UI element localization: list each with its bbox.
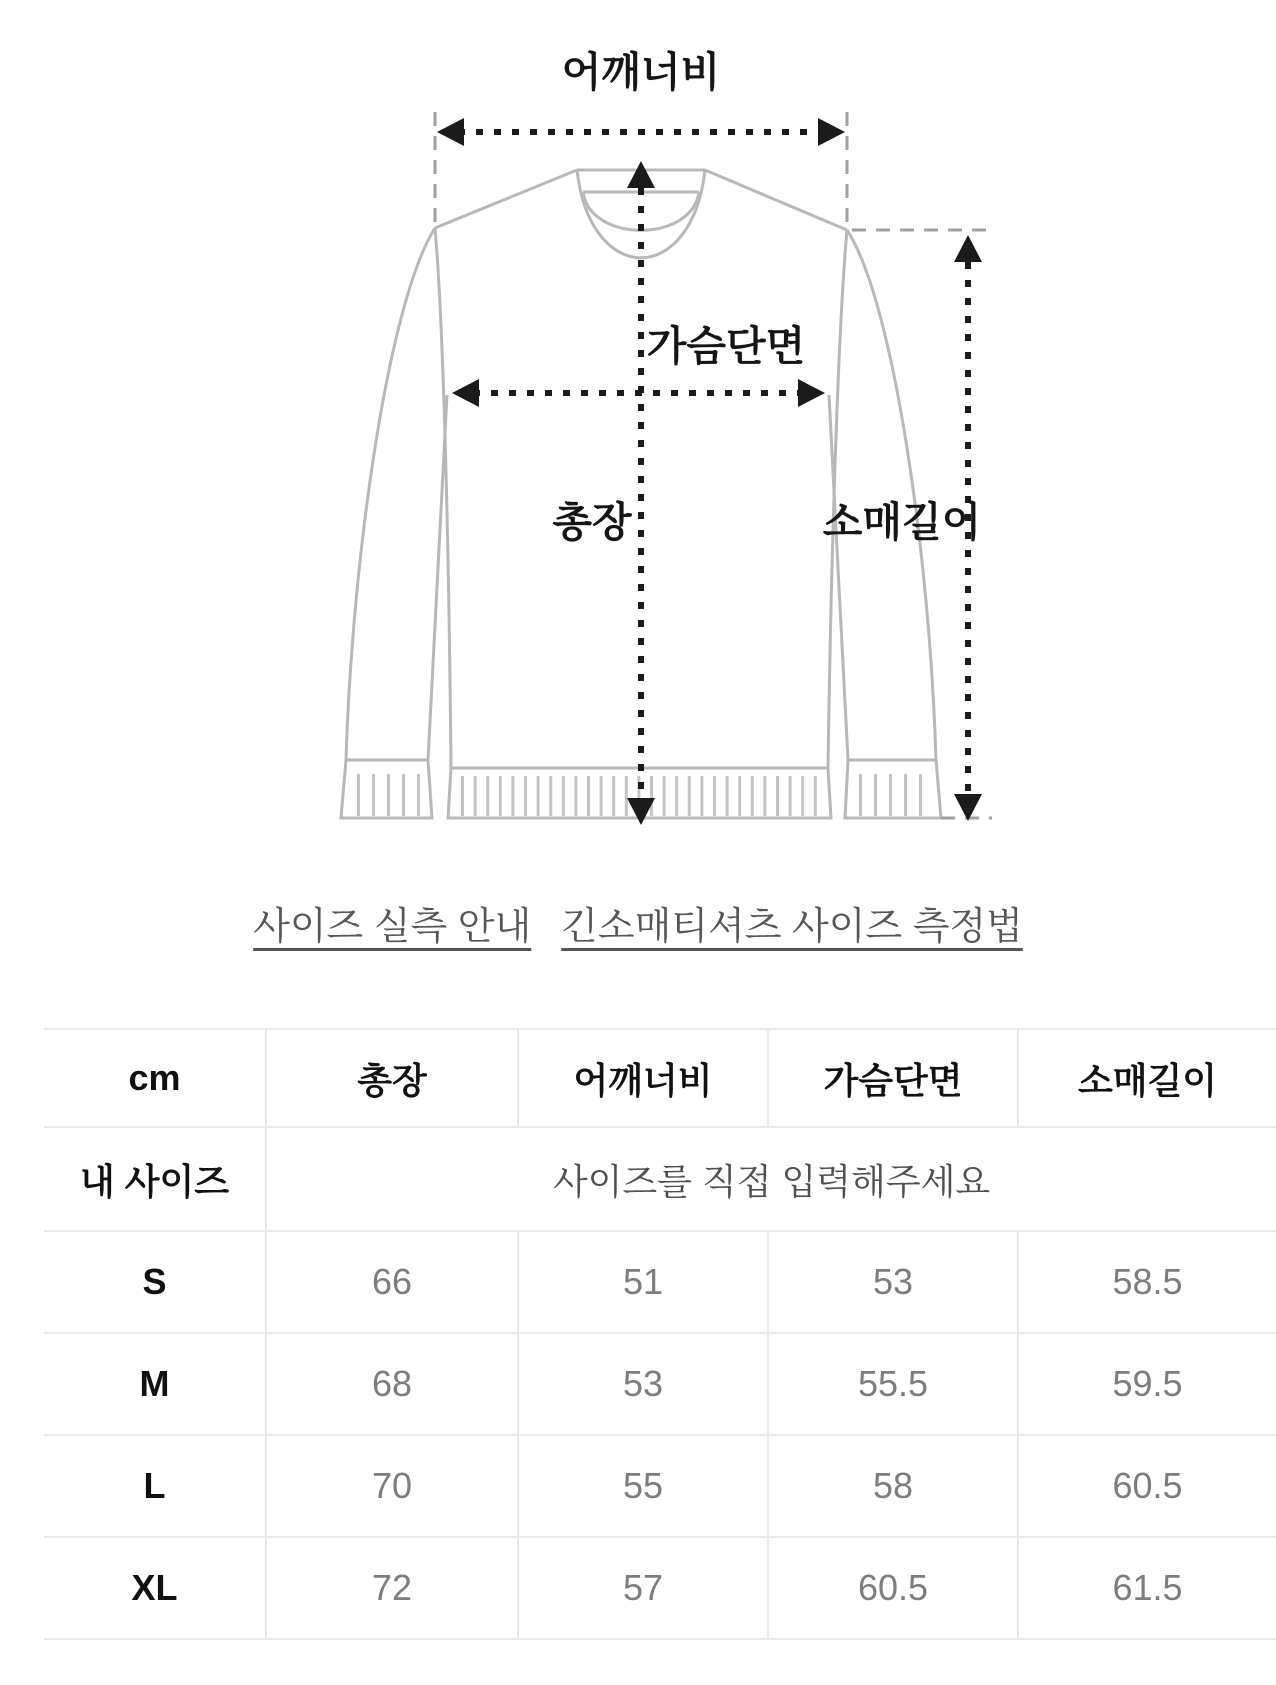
sleeve-tshirt-measure-method-link[interactable]: 긴소매티셔츠 사이즈 측정법 xyxy=(561,905,1023,948)
column-header-total-length: 총장 xyxy=(266,1029,518,1127)
size-row-label: S xyxy=(44,1231,266,1333)
column-header-shoulder-width: 어깨너비 xyxy=(518,1029,768,1127)
size-value-cell: 51 xyxy=(518,1231,768,1333)
size-value-cell: 55 xyxy=(518,1435,768,1537)
column-header-sleeve-length: 소매길이 xyxy=(1018,1029,1276,1127)
total-length-arrow xyxy=(627,161,655,825)
size-value-cell: 60.5 xyxy=(1018,1435,1276,1537)
size-value-cell: 72 xyxy=(266,1537,518,1639)
size-value-cell: 70 xyxy=(266,1435,518,1537)
size-row-m xyxy=(44,1333,1276,1435)
size-value-cell: 53 xyxy=(518,1333,768,1435)
size-row-s xyxy=(44,1231,1276,1333)
my-size-label: 내 사이즈 xyxy=(44,1127,266,1231)
total-length-label: 총장 xyxy=(552,499,632,545)
column-header-chest-width: 가슴단면 xyxy=(768,1029,1018,1127)
size-value-cell: 58.5 xyxy=(1018,1231,1276,1333)
size-table xyxy=(44,1028,1276,1640)
size-value-cell: 61.5 xyxy=(1018,1537,1276,1639)
my-size-input-cell[interactable]: 사이즈를 직접 입력해주세요 xyxy=(266,1127,1276,1231)
size-guide-links xyxy=(0,896,1276,948)
size-value-cell: 59.5 xyxy=(1018,1333,1276,1435)
size-value-cell: 68 xyxy=(266,1333,518,1435)
size-value-cell: 58 xyxy=(768,1435,1018,1537)
unit-header-cell: cm xyxy=(44,1029,266,1127)
size-table-header-row xyxy=(44,1029,1276,1127)
size-value-cell: 57 xyxy=(518,1537,768,1639)
size-row-xl xyxy=(44,1537,1276,1639)
size-value-cell: 53 xyxy=(768,1231,1018,1333)
size-row-l xyxy=(44,1435,1276,1537)
size-row-label: L xyxy=(44,1435,266,1537)
shoulder-width-arrow xyxy=(437,118,845,146)
size-value-cell: 55.5 xyxy=(768,1333,1018,1435)
size-measure-guide-link[interactable]: 사이즈 실측 안내 xyxy=(253,905,532,948)
size-value-cell: 60.5 xyxy=(768,1537,1018,1639)
size-row-label: XL xyxy=(44,1537,266,1639)
chest-width-label: 가슴단면 xyxy=(646,323,806,369)
size-row-label: M xyxy=(44,1333,266,1435)
my-size-row xyxy=(44,1127,1276,1231)
size-value-cell: 66 xyxy=(266,1231,518,1333)
shoulder-width-label: 어깨너비 xyxy=(561,49,721,95)
sleeve-length-label: 소매길이 xyxy=(822,499,982,545)
